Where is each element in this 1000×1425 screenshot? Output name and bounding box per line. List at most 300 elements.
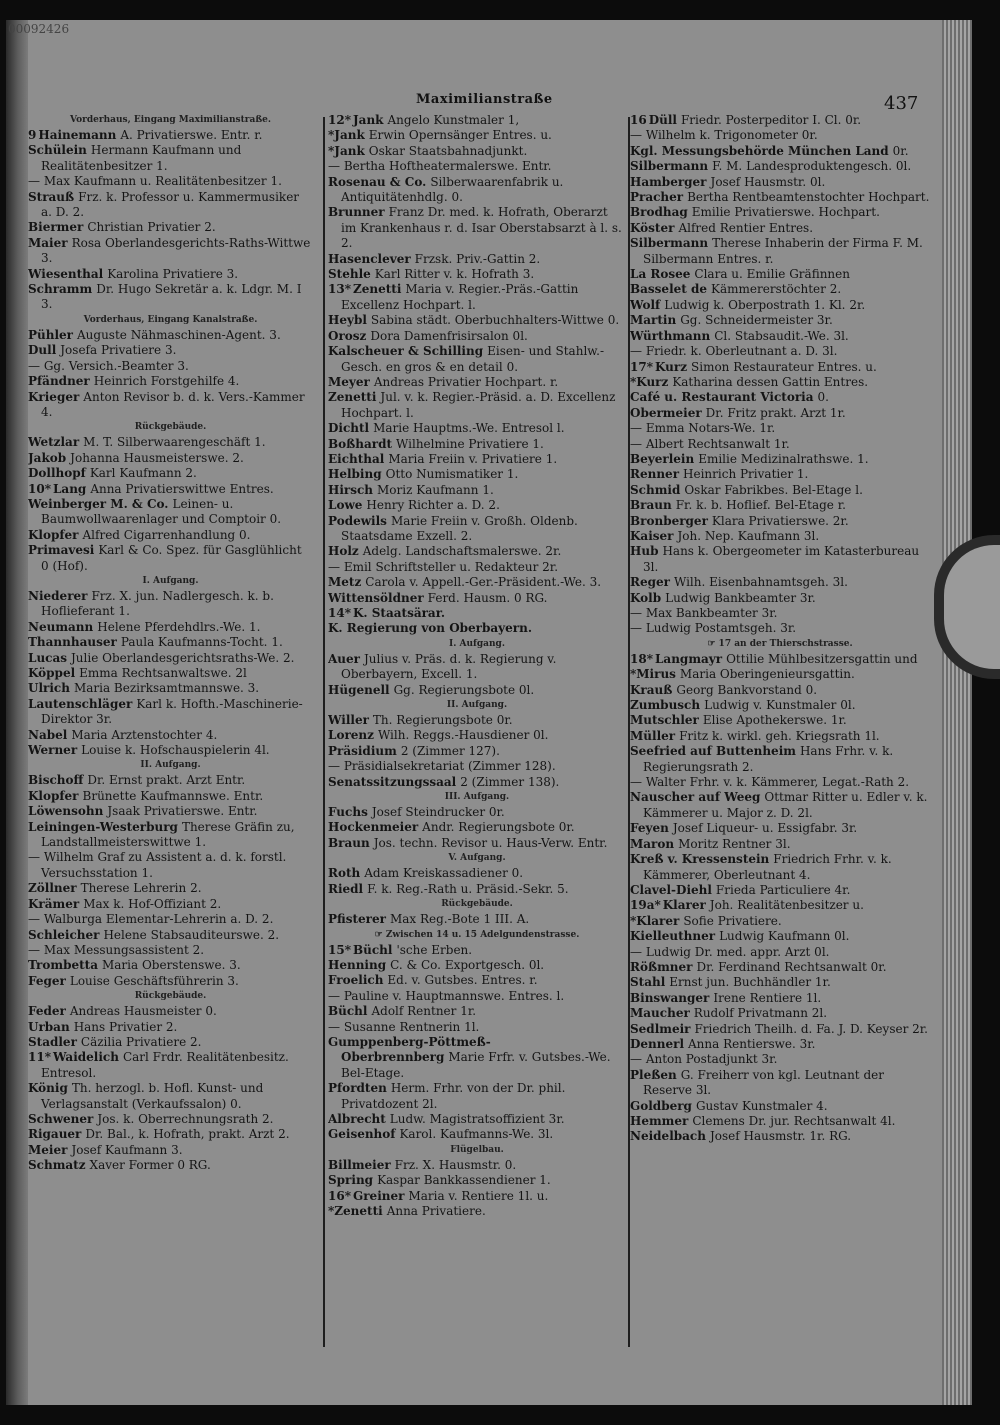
resident-name: Strauß: [28, 189, 75, 204]
resident-details: Joh. Nep. Kaufmann 3l.: [677, 528, 820, 543]
directory-entry: [28, 651, 313, 666]
book-spine: [6, 20, 28, 1405]
directory-entry: [28, 1081, 313, 1112]
resident-details: Dr. Ferdinand Rechtsanwalt 0r.: [696, 959, 887, 974]
directory-entry: [328, 606, 626, 621]
resident-details: Kämmererstöchter 2.: [711, 282, 842, 297]
resident-details: Klara Privatierswe. 2r.: [711, 513, 849, 528]
resident-name: Schwener: [28, 1111, 94, 1126]
directory-entry: [328, 683, 626, 698]
directory-entry: [28, 804, 313, 819]
directory-entry: [328, 205, 626, 251]
directory-entry: [28, 974, 313, 989]
resident-details: Ludwig Kaufmann 0l.: [719, 929, 850, 944]
resident-details: Ottilie Mühlbesitzersgattin und: [726, 651, 918, 666]
section-heading: ☞ Zwischen 14 u. 15 Adelgundenstrasse.: [374, 929, 580, 940]
resident-name: Podewils: [328, 513, 387, 528]
directory-entry: [28, 1158, 313, 1173]
resident-details: Maria Arztenstochter 4.: [71, 727, 218, 742]
house-number: 17*: [630, 359, 653, 374]
section-heading: I. Aufgang.: [449, 638, 505, 649]
resident-name: Froelich: [328, 973, 384, 988]
directory-entry: [28, 635, 313, 650]
directory-entry: [630, 498, 930, 513]
resident-details: Dr. Hugo Sekretär a. k. Ldgr. M. I 3.: [41, 282, 302, 312]
resident-name: Heybl: [328, 313, 367, 328]
resident-name: Beyerlein: [630, 451, 695, 466]
resident-name: Neumann: [28, 619, 94, 634]
directory-entry: [328, 560, 626, 575]
resident-name: Rosenau & Co.: [328, 174, 427, 189]
directory-entry: [328, 1204, 626, 1219]
directory-entry: [328, 805, 626, 820]
directory-entry: [630, 606, 930, 621]
resident-details: Adolf Rentner 1r.: [371, 1004, 477, 1019]
directory-entry: [28, 1143, 313, 1158]
directory-entry: [328, 159, 626, 174]
house-number: 12*: [328, 113, 351, 127]
directory-entry: [630, 390, 930, 405]
resident-name: Waidelich: [52, 1050, 119, 1065]
resident-name: Silbermann: [630, 236, 709, 251]
directory-entry: [328, 175, 626, 206]
resident-details: Ferd. Hausm. 0 RG.: [427, 590, 548, 605]
resident-name: Brunner: [328, 205, 385, 220]
resident-details: Julie Oberlandesgerichtsraths-We. 2.: [71, 650, 295, 665]
resident-name: Nabel: [28, 727, 68, 742]
resident-details: Dora Damenfrisirsalon 0l.: [370, 328, 528, 343]
directory-entry: [630, 667, 930, 682]
resident-details: Joh. Realitätenbesitzer u.: [709, 898, 864, 913]
directory-entry: [630, 790, 930, 821]
resident-details: Hans Frhr. v. k. Regierungsrath 2.: [643, 744, 894, 774]
resident-details: Jos. techn. Revisor u. Haus-Verw. Entr.: [373, 835, 608, 850]
directory-entry: [328, 544, 626, 559]
directory-entry: [28, 666, 313, 681]
resident-details: Irene Rentiere 1l.: [713, 990, 822, 1005]
directory-entry: [328, 467, 626, 482]
directory-column-1: [28, 113, 313, 1373]
resident-name: Basselet de: [630, 282, 708, 297]
resident-name: *Jank: [328, 143, 365, 158]
resident-name: Silbermann: [630, 159, 709, 174]
directory-entry: [328, 344, 626, 375]
directory-entry: [28, 912, 313, 927]
resident-name: Präsidium: [328, 743, 397, 758]
resident-name: Nauscher auf Weeg: [630, 790, 761, 805]
directory-entry: [328, 113, 626, 128]
resident-details: Erwin Opernsänger Entres. u.: [368, 128, 552, 143]
resident-name: Senatssitzungssaal: [328, 774, 457, 789]
directory-entry: [630, 375, 930, 390]
resident-details: Jsaak Privatierswe. Entr.: [107, 804, 258, 819]
resident-name: Jank: [352, 113, 384, 127]
resident-name: Kielleuthner: [630, 929, 716, 944]
resident-name: Bischoff: [28, 773, 84, 788]
directory-entry: [630, 360, 930, 375]
resident-name: *Kurz: [630, 374, 669, 389]
directory-entry: [328, 882, 626, 897]
directory-entry: [328, 1158, 626, 1173]
directory-entry: [28, 850, 313, 881]
resident-name: *Mirus: [630, 667, 676, 682]
directory-entry: [28, 773, 313, 788]
resident-details: Bertha Rentbeamtenstochter Hochpart.: [687, 190, 930, 205]
resident-name: Greiner: [352, 1188, 405, 1203]
resident-details: Karol. Kaufmanns-We. 3l.: [399, 1127, 554, 1142]
section-heading: Vorderhaus, Eingang Maximilianstraße.: [69, 115, 272, 125]
resident-name: Schmatz: [28, 1158, 86, 1173]
resident-name: Boßhardt: [328, 436, 393, 451]
directory-entry: [630, 128, 930, 143]
resident-name: Sedlmeir: [630, 1021, 691, 1036]
resident-name: Riedl: [328, 881, 364, 896]
resident-name: Ulrich: [28, 681, 70, 696]
directory-entry: [630, 1114, 930, 1129]
house-number: 13*: [328, 282, 351, 297]
directory-entry: [630, 929, 930, 944]
resident-details: Carl Frdr. Realitätenbesitz. Entresol.: [41, 1050, 289, 1080]
resident-details: Anna Privatiere.: [386, 1204, 486, 1218]
resident-name: Löwensohn: [28, 804, 104, 819]
resident-name: Stahl: [630, 975, 666, 990]
resident-details: Dr. Bal., k. Hofrath, prakt. Arzt 2.: [85, 1127, 290, 1142]
resident-name: Feder: [28, 1004, 66, 1019]
directory-entry: [630, 713, 930, 728]
directory-entry: [28, 943, 313, 958]
resident-details: Maria v. Regier.-Präs.-Gattin Excellenz Hochpart. l.: [341, 282, 579, 312]
directory-entry: [630, 282, 930, 297]
directory-entry: [28, 543, 313, 574]
directory-entry: [630, 175, 930, 190]
directory-entry: [630, 1129, 930, 1144]
section-heading: I. Aufgang.: [142, 575, 199, 586]
resident-details: Ludwig v. Kunstmaler 0l.: [704, 698, 856, 713]
resident-name: *Zenetti: [328, 1204, 383, 1218]
directory-entry: [328, 575, 626, 590]
resident-details: Maria Oberingenieursgattin.: [679, 667, 855, 682]
resident-name: Albrecht: [328, 1111, 386, 1126]
resident-details: Xaver Former 0 RG.: [89, 1158, 211, 1173]
resident-details: Emma Rechtsanwaltswe. 2l: [79, 666, 247, 680]
resident-name: Lautenschläger: [28, 696, 133, 711]
directory-entry: [28, 789, 313, 804]
resident-name: Schramm: [28, 282, 93, 297]
resident-details: Ottmar Ritter u. Edler v. k. Kämmerer u. Major z. D. 2l.: [643, 790, 928, 820]
resident-name: Klarer: [662, 898, 706, 913]
directory-entry: [28, 928, 313, 943]
resident-name: Eichthal: [328, 451, 385, 466]
directory-entry: [28, 220, 313, 235]
directory-entry: [328, 1112, 626, 1127]
resident-details: Anton Revisor b. d. k. Vers.-Kammer 4.: [41, 389, 305, 419]
resident-name: Hub: [630, 544, 659, 559]
resident-details: Karl Kaufmann 2.: [89, 466, 197, 481]
resident-name: *Jank: [328, 128, 365, 143]
section-heading: ☞ 17 an der Thierschstrasse.: [707, 638, 853, 649]
resident-name: Lang: [52, 481, 87, 496]
resident-details: 2 (Zimmer 138).: [460, 774, 560, 789]
resident-details: Ernst jun. Buchhändler 1r.: [669, 975, 831, 990]
resident-details: 0r.: [892, 143, 909, 158]
directory-entry: [328, 989, 626, 1004]
directory-entry: [630, 821, 930, 836]
resident-details: Josef Liqueur- u. Essigfabr. 3r.: [672, 821, 858, 836]
directory-entry: [328, 483, 626, 498]
directory-entry: [630, 575, 930, 590]
resident-name: Lucas: [28, 650, 67, 665]
directory-entry: [630, 960, 930, 975]
section-heading: II. Aufgang.: [446, 700, 508, 711]
resident-details: — Ludwig Dr. med. appr. Arzt 0l.: [630, 944, 830, 959]
resident-details: Louise Geschäftsführerin 3.: [69, 973, 239, 988]
resident-details: Johanna Hausmeisterswe. 2.: [70, 450, 244, 465]
resident-details: Silberwaarenfabrik u. Antiquitätenhdlg. 0.: [341, 174, 564, 205]
resident-name: Kaiser: [630, 528, 674, 543]
section-heading: II. Aufgang.: [140, 760, 201, 771]
resident-details: Louise k. Hofschauspielerin 4l.: [81, 743, 270, 758]
resident-details: Hans k. Obergeometer im Katasterbureau 3l.: [643, 544, 920, 574]
resident-details: Josef Hausmstr. 1r. RG.: [709, 1129, 852, 1144]
house-number: 16: [630, 113, 647, 127]
resident-name: Hirsch: [328, 482, 374, 497]
resident-details: Kaspar Bankkassendiener 1.: [377, 1173, 551, 1188]
resident-details: Carola v. Appell.-Ger.-Präsident.-We. 3.: [365, 575, 602, 590]
resident-details: Andreas Privatier Hochpart. r.: [373, 374, 559, 389]
scan-id: 00092426: [8, 22, 70, 36]
resident-details: Heinrich Privatier 1.: [683, 467, 809, 482]
resident-details: Hans Privatier 2.: [73, 1019, 178, 1034]
resident-details: Ludwig k. Oberpostrath 1. Kl. 2r.: [664, 297, 866, 312]
resident-details: — Max Bankbeamter 3r.: [630, 606, 778, 620]
directory-entry: [28, 1020, 313, 1035]
resident-details: Moriz Kaufmann 1.: [377, 482, 494, 497]
resident-details: F. M. Landesproduktengesch. 0l.: [712, 159, 912, 174]
resident-name: Kgl. Messungsbehörde München Land: [630, 143, 889, 158]
resident-name: Maier: [28, 235, 68, 250]
house-number: 15*: [328, 942, 351, 957]
resident-details: Th. Regierungsbote 0r.: [372, 713, 513, 728]
directory-entry: [630, 898, 930, 913]
resident-name: Werner: [28, 743, 78, 758]
directory-entry: [328, 1189, 626, 1204]
resident-details: — Ludwig Postamtsgeh. 3r.: [630, 621, 797, 636]
resident-details: Friedr. Posterpeditor I. Cl. 0r.: [680, 113, 862, 127]
resident-name: Kalscheuer & Schilling: [328, 344, 484, 359]
directory-entry: [28, 743, 313, 758]
directory-column-3: [630, 113, 930, 1373]
directory-entry: [328, 498, 626, 513]
resident-details: Adelg. Landschaftsmalerswe. 2r.: [362, 544, 562, 559]
resident-name: Pühler: [28, 327, 73, 342]
resident-details: Franz Dr. med. k. Hofrath, Oberarzt im Krankenhaus r. d. Isar Oberstabsarzt à l. s. 2.: [341, 205, 622, 251]
directory-entry: [630, 544, 930, 575]
resident-name: Büchl: [328, 1004, 368, 1019]
resident-name: Müller: [630, 728, 676, 743]
resident-details: Brünette Kaufmannswe. Entr.: [82, 788, 264, 803]
directory-entry: [28, 620, 313, 635]
resident-details: Karl Ritter v. k. Hofrath 3.: [374, 267, 535, 282]
resident-name: Kurz: [654, 359, 688, 374]
directory-entry: [630, 344, 930, 359]
resident-details: Maria Bezirksamtmannswe. 3.: [73, 681, 260, 696]
resident-name: Zöllner: [28, 881, 77, 896]
resident-name: Würthmann: [630, 328, 711, 343]
page-edges: [942, 20, 972, 1405]
directory-entry: [328, 1004, 626, 1019]
resident-details: Andr. Regierungsbote 0r.: [422, 820, 575, 835]
resident-name: Neidelbach: [630, 1129, 706, 1144]
resident-details: Alfred Cigarrenhandlung 0.: [82, 527, 251, 542]
resident-name: Renner: [630, 467, 680, 482]
resident-details: Josef Steindrucker 0r.: [371, 805, 505, 820]
resident-name: Leiningen-Westerburg: [28, 819, 178, 834]
resident-name: Wittensöldner: [328, 590, 424, 605]
resident-name: Braun: [328, 835, 370, 850]
directory-entry: [328, 836, 626, 851]
resident-details: — Wilhelm Graf zu Assistent a. d. k. forstl. Versuchsstation 1.: [28, 850, 287, 880]
column-rule: [323, 117, 325, 1347]
resident-details: Helene Stabsauditeurswe. 2.: [103, 927, 280, 942]
resident-details: Oskar Staatsbahnadjunkt.: [368, 143, 528, 158]
resident-name: Wiesenthal: [28, 266, 104, 281]
resident-details: Marie Freiin v. Großh. Oldenb. Staatsdame Exzell. 2.: [341, 513, 578, 543]
directory-entry: [630, 113, 930, 128]
resident-name: Dennerl: [630, 1036, 685, 1051]
directory-entry: [28, 1112, 313, 1127]
directory-entry: [328, 820, 626, 835]
resident-name: K. Regierung von Oberbayern.: [328, 621, 532, 636]
resident-details: — Pauline v. Hauptmannswe. Entres. l.: [328, 988, 565, 1003]
resident-details: Th. herzogl. b. Hofl. Kunst- und Verlagsanstalt (Verkaufssalon) 0.: [41, 1081, 264, 1111]
directory-entry: [28, 359, 313, 374]
directory-entry: [328, 943, 626, 958]
resident-name: K. Staatsärar.: [352, 606, 446, 620]
directory-entry: [28, 1035, 313, 1050]
resident-name: Primavesi: [28, 543, 95, 558]
resident-details: Friedrich Theilh. d. Fa. J. D. Keyser 2r.: [694, 1021, 928, 1036]
resident-details: — Friedr. k. Oberleutnant a. D. 3l.: [630, 344, 838, 359]
resident-name: Obermeier: [630, 405, 702, 420]
resident-name: Zumbusch: [630, 698, 701, 713]
directory-entry: [630, 514, 930, 529]
resident-name: Dichtl: [328, 421, 370, 436]
directory-entry: [328, 313, 626, 328]
resident-name: Schmid: [630, 482, 681, 497]
directory-entry: [630, 483, 930, 498]
resident-name: Maron: [630, 836, 675, 851]
resident-details: Max Reg.-Bote 1 III. A.: [389, 912, 530, 927]
resident-name: Köster: [630, 220, 675, 235]
resident-details: Frz. k. Professor u. Kammermusiker a. D. 2.: [41, 189, 300, 220]
resident-name: Trombetta: [28, 958, 98, 973]
resident-name: Meyer: [328, 374, 370, 389]
directory-entry: [630, 529, 930, 544]
directory-entry: [630, 421, 930, 436]
resident-name: Stadler: [28, 1034, 77, 1049]
resident-name: Helbing: [328, 467, 382, 482]
resident-details: Adam Kreiskassadiener 0.: [364, 866, 524, 881]
resident-name: Zenetti: [328, 390, 377, 405]
resident-name: Wolf: [630, 297, 661, 312]
resident-name: Langmayr: [654, 651, 723, 666]
resident-details: — Anton Postadjunkt 3r.: [630, 1052, 778, 1067]
resident-details: Frieda Particuliere 4r.: [715, 882, 851, 897]
section-heading: Rückgebäude.: [134, 422, 207, 433]
directory-entry: [630, 698, 930, 713]
resident-details: Rosa Oberlandesgerichts-Raths-Wittwe 3.: [41, 235, 311, 266]
directory-entry: [328, 1020, 626, 1035]
resident-details: Jos. k. Oberrechnungsrath 2.: [97, 1111, 274, 1126]
resident-details: — Walter Frhr. v. k. Kämmerer, Legat.-Rath 2.: [630, 775, 910, 790]
resident-name: Henning: [328, 957, 387, 972]
directory-entry: [28, 190, 313, 221]
section-heading: III. Aufgang.: [444, 792, 510, 803]
resident-name: Kreß v. Kressenstein: [630, 852, 770, 867]
directory-entry: [328, 329, 626, 344]
resident-details: Angelo Kunstmaler 1,: [387, 113, 520, 127]
resident-details: Paula Kaufmanns-Tocht. 1.: [120, 635, 283, 650]
resident-details: Alfred Rentier Entres.: [678, 220, 814, 235]
directory-entry: [630, 1022, 930, 1037]
directory-entry: [28, 374, 313, 389]
directory-entry: [28, 528, 313, 543]
resident-details: Wilh. Reggs.-Hausdiener 0l.: [377, 728, 549, 743]
resident-details: Josef Hausmstr. 0l.: [710, 174, 826, 189]
resident-details: Gg. Schneidermeister 3r.: [680, 313, 833, 328]
resident-details: 2 (Zimmer 127).: [400, 743, 500, 758]
directory-entry: [630, 267, 930, 282]
directory-entry: [328, 437, 626, 452]
resident-name: Spring: [328, 1173, 374, 1188]
resident-name: Krämer: [28, 896, 80, 911]
directory-entry: [328, 1127, 626, 1142]
resident-details: — Susanne Rentnerin 1l.: [328, 1019, 480, 1034]
resident-details: Hermann Kaufmann und Realitätenbesitzer 1.: [41, 143, 242, 173]
directory-entry: [328, 375, 626, 390]
resident-name: Hainemann: [38, 128, 117, 142]
resident-details: Gustav Kunstmaler 4.: [695, 1098, 828, 1113]
resident-name: Hamberger: [630, 174, 707, 189]
directory-entry: [328, 1035, 626, 1081]
directory-entry: [28, 435, 313, 450]
resident-name: Pracher: [630, 190, 684, 205]
resident-details: Jul. v. k. Regier.-Präsid. a. D. Excellenz Hochpart. l.: [341, 390, 616, 420]
directory-entry: [630, 236, 930, 267]
resident-details: G. Freiherr von kgl. Leutnant der Reserve 3l.: [643, 1067, 884, 1098]
resident-details: Leinen- u. Baumwollwaarenlager und Comptoir 0.: [41, 496, 282, 527]
directory-entry: [28, 128, 313, 143]
resident-name: Feyen: [630, 821, 669, 836]
directory-entry: [328, 728, 626, 743]
directory-entry: [328, 421, 626, 436]
resident-details: — Gg. Versich.-Beamter 3.: [28, 358, 189, 373]
resident-details: A. Privatierswe. Entr. r.: [120, 128, 263, 142]
directory-entry: [630, 744, 930, 775]
directory-entry: [28, 681, 313, 696]
directory-entry: [328, 912, 626, 927]
resident-details: Anna Privatierswittwe Entres.: [90, 481, 274, 496]
resident-details: — Max Messungsassistent 2.: [28, 942, 205, 957]
resident-name: Schülein: [28, 143, 87, 158]
section-heading: V. Aufgang.: [448, 853, 506, 864]
resident-details: Henry Richter a. D. 2.: [366, 498, 500, 513]
directory-entry: [630, 1006, 930, 1021]
resident-details: Sofie Privatiere.: [683, 913, 782, 928]
book-page: [6, 20, 972, 1405]
directory-entry: [328, 591, 626, 606]
resident-details: Christian Privatier 2.: [87, 220, 216, 235]
